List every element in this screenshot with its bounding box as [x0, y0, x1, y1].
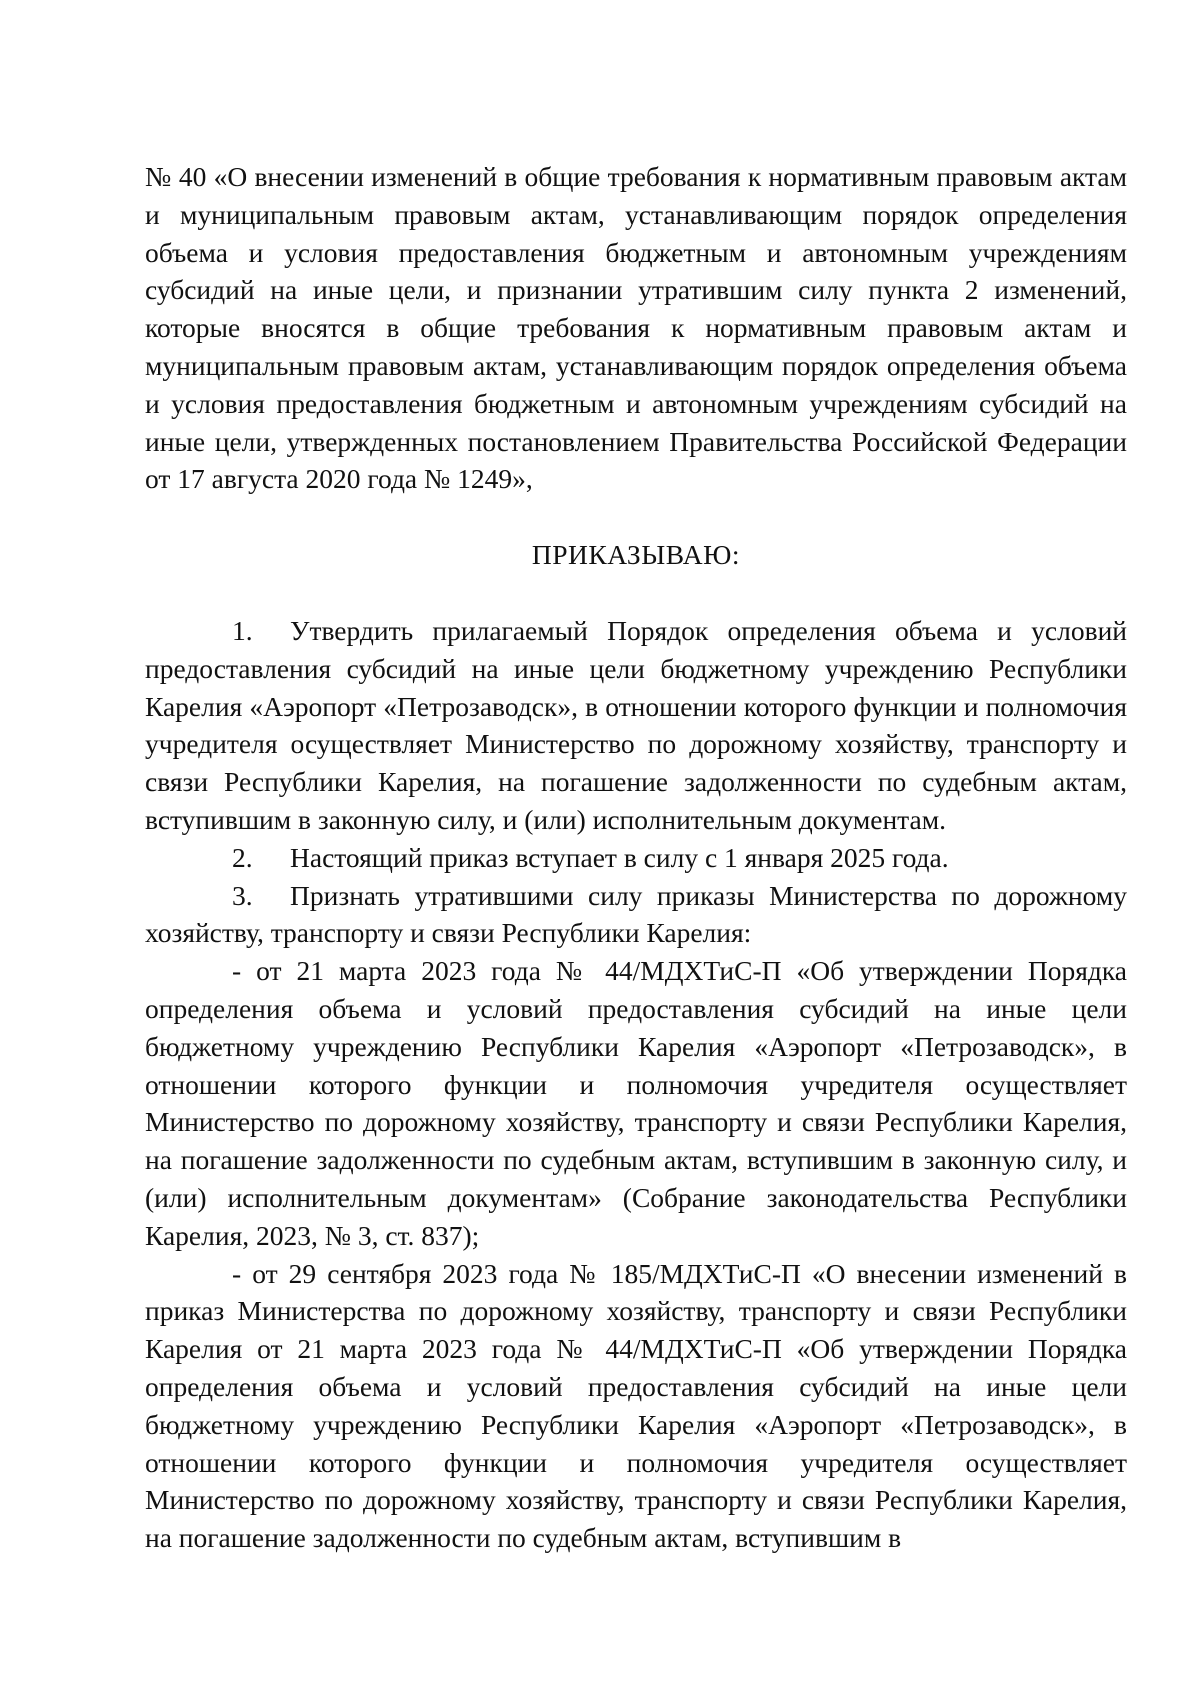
order-item-text: Настоящий приказ вступает в силу с 1 января 2025 года. [290, 841, 949, 873]
order-item-number: 3. [232, 879, 253, 911]
order-heading: ПРИКАЗЫВАЮ: [531, 539, 741, 571]
intro-paragraph: № 40 «О внесении изменений в общие требования к нормативным правовым актам и муниципальным правовым актам, устанавливающим порядок определения объема и условия предоставления бюджетным и автономным учреждениям субсидий на иные цели, и признании утратившим силу пункта 2 изменений, которые вносятся в общие требования к нормативным правовым актам и муниципальным правовым актам, устанавливающим порядок определения объема и условия предоставления бюджетным и автономным учреждениям субсидий на иные цели, утвержденных постановлением Правительства Российской Федерации от 17 августа 2020 года № 1249», [145, 161, 1127, 495]
order-item-text: Утвердить прилагаемый Порядок определения объема и условий предоставления субсидий на иные цели бюджетному учреждению Республики Карелия «Аэропорт «Петрозаводск», в отношении которого функции и полномочия учредителя осуществляет Министерство по дорожному хозяйству, транспорту и связи Республики Карелия, на погашение задолженности по судебным актам, вступившим в законную силу, и (или) исполнительным документам. [145, 614, 1127, 835]
order-item-number: 2. [232, 841, 253, 873]
document-body [145, 158, 1127, 1557]
order-item-number: 1. [232, 614, 253, 646]
repealed-order-1: - от 21 марта 2023 года № 44/МДХТиС-П «Об утверждении Порядка определения объема и условий предоставления субсидий на иные цели бюджетному учреждению Республики Карелия «Аэропорт «Петрозаводск», в отношении которого функции и полномочия учредителя осуществляет Министерство по дорожному хозяйству, транспорту и связи Республики Карелия, на погашение задолженности по судебным актам, вступившим в законную силу, и (или) исполнительным документам» (Собрание законодательства Республики Карелия, 2023, № 3, ст. 837); [145, 955, 1127, 1251]
repealed-order-2: - от 29 сентября 2023 года № 185/МДХТиС-П «О внесении изменений в приказ Министерства по дорожному хозяйству, транспорту и связи Республики Карелия от 21 марта 2023 года № 44/МДХТиС-П «Об утверждении Порядка определения объема и условий предоставления субсидий на иные цели бюджетному учреждению Республики Карелия «Аэропорт «Петрозаводск», в отношении которого функции и полномочия учредителя осуществляет Министерство по дорожному хозяйству, транспорту и связи Республики Карелия, на погашение задолженности по судебным актам, вступившим в [145, 1257, 1127, 1554]
order-item-text: Признать утратившими силу приказы Министерства по дорожному хозяйству, транспорту и связи Республики Карелия: [145, 879, 1127, 949]
order-item-1 [145, 612, 1127, 839]
order-item-2 [145, 839, 1127, 877]
order-item-3 [145, 877, 1127, 953]
